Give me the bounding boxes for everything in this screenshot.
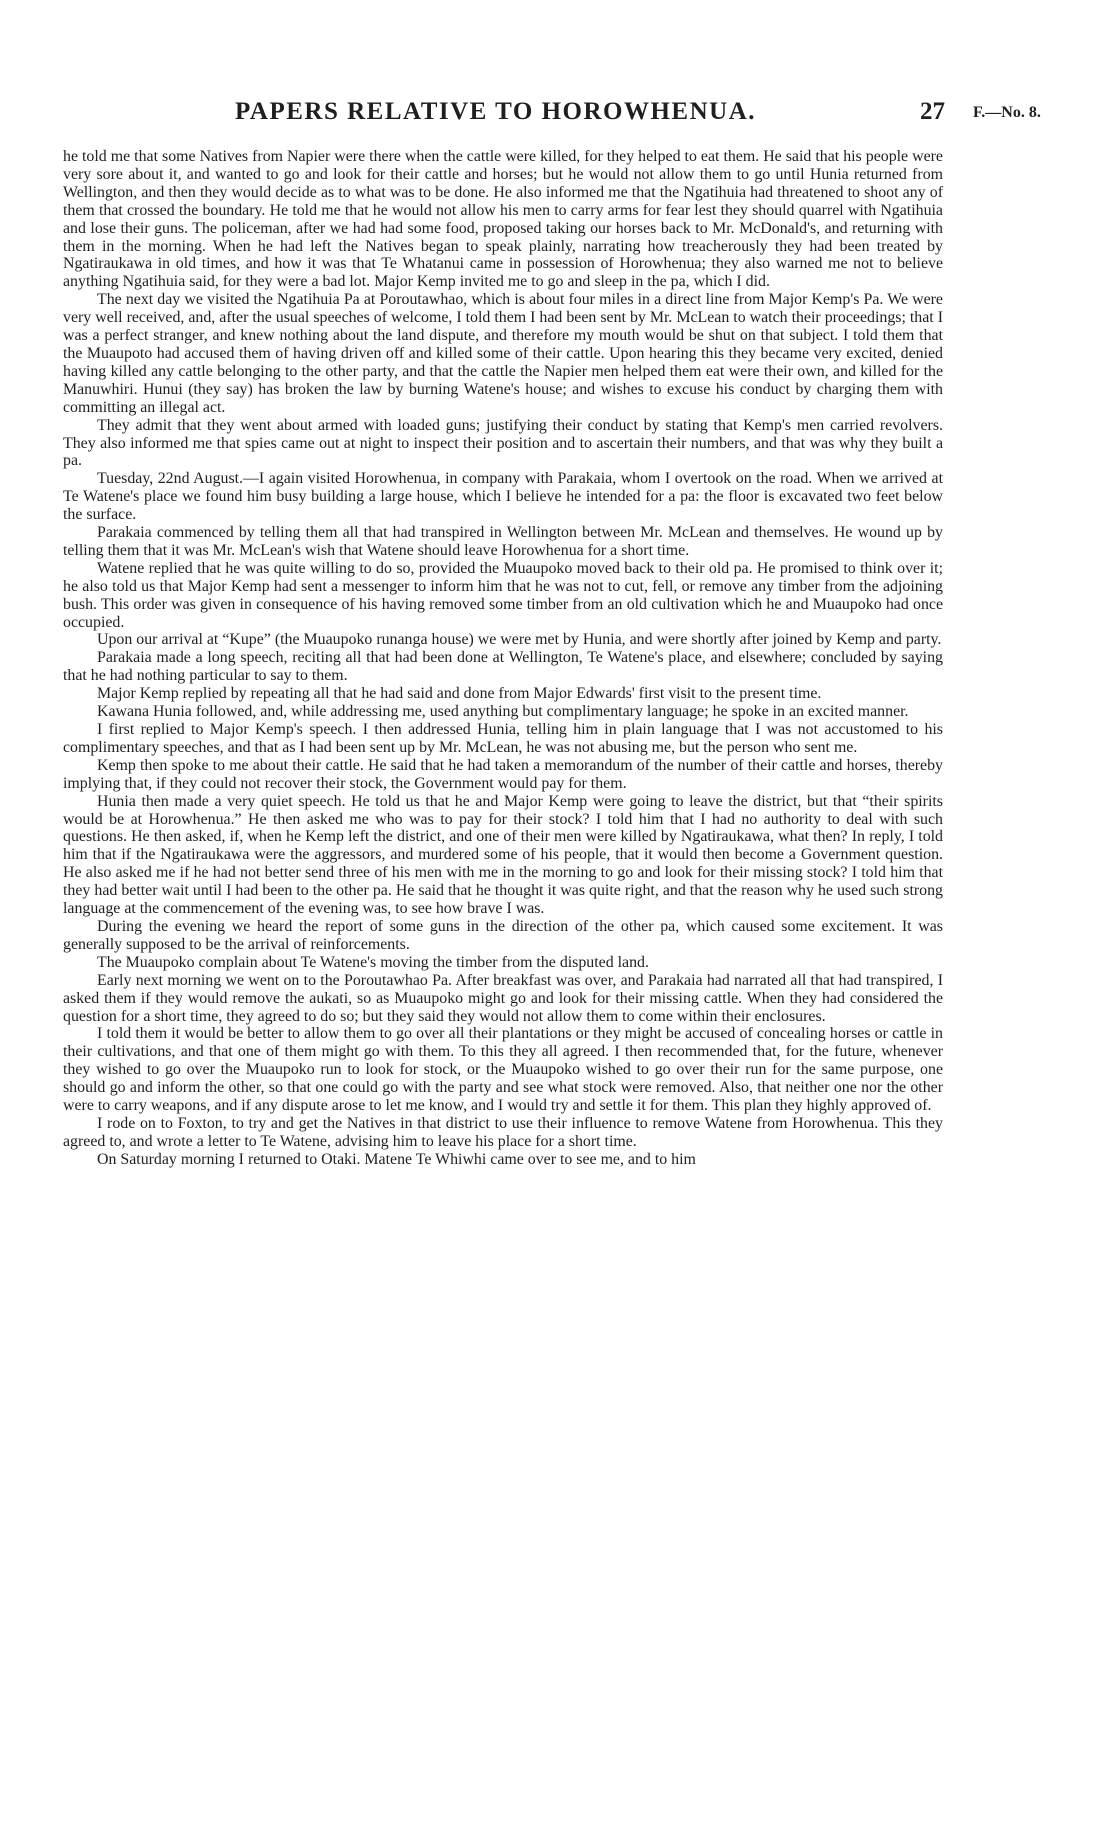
paragraph: I told them it would be better to allow them to go over all their plantations or they might be accused of concealing horses or cattle in their cultivations, and that one of them might go with them. To this they all agreed. I then recommended that, for the future, whenever they wished to go over the Muaupoko run to look for stock, or the Muaupoko wished to go over their run for the same purpose, one should go and inform the other, so that one could go with the party and see what stock were removed. Also, that neither one nor the other were to carry weapons, and if any dispute arose to let me know, and I would try and settle it for them. This plan they highly approved of. xyxy=(63,1025,943,1115)
page-title: PAPERS RELATIVE TO HOROWHENUA. xyxy=(235,98,757,125)
paragraph: Kawana Hunia followed, and, while addressing me, used anything but complimentary language; he spoke in an excited manner. xyxy=(97,703,909,721)
paragraph: Parakaia made a long speech, reciting all that had been done at Wellington, Te Watene's place, and elsewhere; concluded by saying that he had nothing particular to say to them. xyxy=(63,649,943,685)
body-text xyxy=(63,148,943,1169)
paragraph: he told me that some Natives from Napier were there when the cattle were killed, for they helped to eat them. He said that his people were very sore about it, and wanted to go and look for their cattle and horses; but he would not allow them to go until Hunia returned from Wellington, and then they would decide as to what was to be done. He also informed me that the Ngatihuia had threatened to shoot any of them that crossed the boundary. He told me that he would not allow his men to carry arms for fear lest they should quarrel with Ngatihuia and lose their guns. The policeman, after we had had some food, proposed taking our horses back to Mr. McDonald's, and returning with them in the morning. When he had left the Natives began to speak plainly, narrating how treacherously they had been treated by Ngatiraukawa in old times, and how it was that Te Whatanui came in possession of Horowhenua; they also warned me not to believe anything Ngatihuia said, for they were a bad lot. Major Kemp invited me to go and sleep in the pa, which I did. xyxy=(63,148,943,291)
paragraph: Upon our arrival at “Kupe” (the Muaupoko runanga house) we were met by Hunia, and were shortly after joined by Kemp and party. xyxy=(97,631,942,649)
paragraph: They admit that they went about armed with loaded guns; justifying their conduct by stating that Kemp's men carried revolvers. They also informed me that spies came out at night to inspect their position and to ascertain their numbers, and that was why they built a pa. xyxy=(63,416,943,470)
paragraph: Watene replied that he was quite willing to do so, provided the Muaupoko moved back to their old pa. He promised to think over it; he also told us that Major Kemp had sent a messenger to inform him that he was not to cut, fell, or remove any timber from the adjoining bush. This order was given in consequence of his having removed some timber from an old cultivation which he and Muaupoko had once occupied. xyxy=(63,559,943,631)
page-number: 27 xyxy=(920,98,945,125)
paragraph: The next day we visited the Ngatihuia Pa at Poroutawhao, which is about four miles in a direct line from Major Kemp's Pa. We were very well received, and, after the usual speeches of welcome, I told them I had been sent by Mr. McLean to watch their proceedings; that I was a perfect stranger, and knew nothing about the land dispute, and therefore my mouth would be shut on that subject. I told them that the Muaupoto had accused them of having driven off and killed some of their cattle. Upon hearing this they became very excited, denied having killed any cattle belonging to the other party, and that the cattle the Napier men helped them eat were their own, and killed for the Manuwhiri. Hunui (they say) has broken the law by burning Watene's house; and wishes to excuse his conduct by charging them with committing an illegal act. xyxy=(63,291,943,416)
paragraph: Kemp then spoke to me about their cattle. He said that he had taken a memorandum of the number of their cattle and horses, thereby implying that, if they could not recover their stock, the Government would pay for them. xyxy=(63,756,943,792)
paragraph: During the evening we heard the report of some guns in the direction of the other pa, which caused some excitement. It was generally supposed to be the arrival of reinforcements. xyxy=(63,917,943,953)
paragraph: Tuesday, 22nd August.—I again visited Horowhenua, in company with Parakaia, whom I overtook on the road. When we arrived at Te Watene's place we found him busy building a large house, which I believe he intended for a pa: the floor is excavated two feet below the surface. xyxy=(63,470,943,524)
paragraph: Major Kemp replied by repeating all that he had said and done from Major Edwards' first visit to the present time. xyxy=(97,685,822,703)
page-header xyxy=(60,98,1060,130)
paragraph: The Muaupoko complain about Te Watene's moving the timber from the disputed land. xyxy=(97,953,649,971)
paragraph: Hunia then made a very quiet speech. He told us that he and Major Kemp were going to leave the district, but that “their spirits would be at Horowhenua.” He then asked me who was to pay for their stock? I told him that I had no authority to deal with such questions. He then asked, if, when he Kemp left the district, and one of their men were killed by Ngatiraukawa, what then? In reply, I told him that if the Ngatiraukawa were the aggressors, and murdered some of his people, that it would then become a Government question. He also asked me if he had not better send three of his men with me in the morning to go and look for their missing stock? I told him that they had better wait until I had been to the other pa. He said that he thought it was quite right, and that the reason why he used such strong language at the commencement of the evening was, to see how brave I was. xyxy=(63,792,943,918)
document-reference: F.—No. 8. xyxy=(973,104,1041,121)
paragraph: Early next morning we went on to the Poroutawhao Pa. After breakfast was over, and Parakaia had narrated all that had transpired, I asked them if they would remove the aukati, so as Muaupoko might go and look for their missing cattle. When they had considered the question for a short time, they agreed to do so; but they said they would not allow them to come within their enclosures. xyxy=(63,971,943,1025)
paragraph: On Saturday morning I returned to Otaki. Matene Te Whiwhi came over to see me, and to him xyxy=(97,1150,696,1168)
paragraph: I first replied to Major Kemp's speech. I then addressed Hunia, telling him in plain language that I was not accustomed to his complimentary speeches, and that as I had been sent up by Mr. McLean, he was not abusing me, but the person who sent me. xyxy=(63,721,943,756)
paragraph: I rode on to Foxton, to try and get the Natives in that district to use their influence to remove Watene from Horowhenua. This they agreed to, and wrote a letter to Te Watene, advising him to leave his place for a short time. xyxy=(63,1114,943,1150)
paragraph: Parakaia commenced by telling them all that had transpired in Wellington between Mr. McLean and themselves. He wound up by telling them that it was Mr. McLean's wish that Watene should leave Horowhenua for a short time. xyxy=(63,524,943,559)
